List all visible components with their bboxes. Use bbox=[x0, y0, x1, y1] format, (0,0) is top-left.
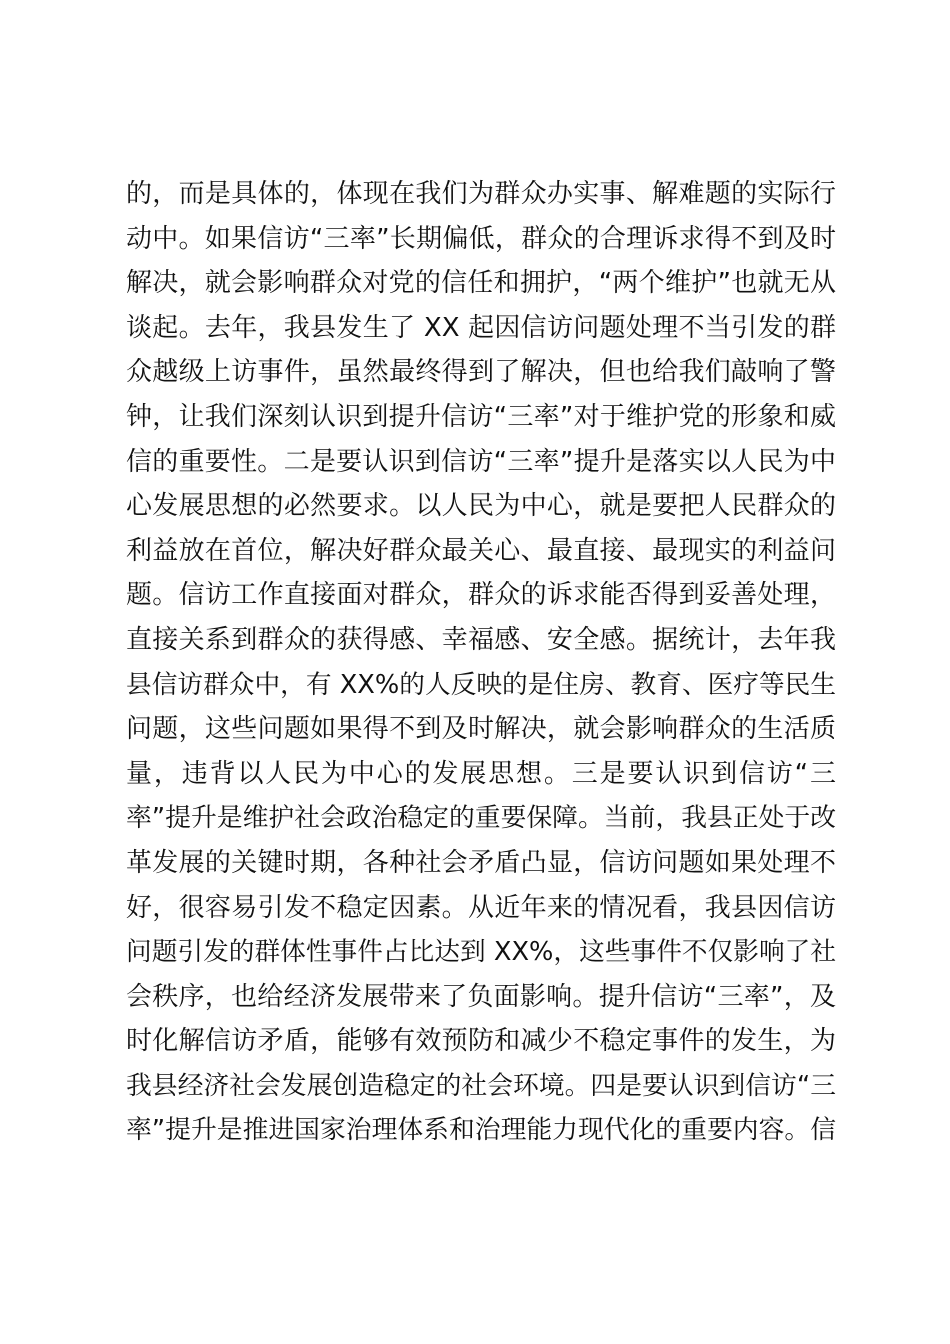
text-line-7: 信的重要性。二是要认识到信访“三率”提升是落实以人民为中 bbox=[126, 446, 836, 477]
text-line-14: 量，违背以人民为中心的发展思想。三是要认识到信访“三 bbox=[126, 758, 836, 789]
text-line-17: 好，很容易引发不稳定因素。从近年来的情况看，我县因信访 bbox=[126, 892, 836, 923]
text-line-2: 动中。如果信访“三率”长期偏低，群众的合理诉求得不到及时 bbox=[126, 223, 836, 254]
body-paragraph bbox=[126, 172, 836, 1153]
text-line-10: 题。信访工作直接面对群众，群众的诉求能否得到妥善处理， bbox=[126, 580, 836, 611]
text-line-5: 众越级上访事件，虽然最终得到了解决，但也给我们敲响了警 bbox=[126, 357, 836, 388]
text-line-8: 心发展思想的必然要求。以人民为中心，就是要把人民群众的 bbox=[126, 491, 836, 522]
text-line-13: 问题，这些问题如果得不到及时解决，就会影响群众的生活质 bbox=[126, 714, 836, 745]
text-line-19: 会秩序，也给经济发展带来了负面影响。提升信访“三率”，及 bbox=[126, 981, 836, 1012]
text-line-12: 县信访群众中，有 XX%的人反映的是住房、教育、医疗等民生 bbox=[126, 669, 836, 700]
text-line-6: 钟，让我们深刻认识到提升信访“三率”对于维护党的形象和威 bbox=[126, 401, 836, 432]
text-line-11: 直接关系到群众的获得感、幸福感、安全感。据统计，去年我 bbox=[126, 624, 836, 655]
text-line-20: 时化解信访矛盾，能够有效预防和减少不稳定事件的发生，为 bbox=[126, 1026, 836, 1057]
text-line-1: 的，而是具体的，体现在我们为群众办实事、解难题的实际行 bbox=[126, 179, 836, 209]
text-line-18: 问题引发的群体性事件占比达到 XX%，这些事件不仅影响了社 bbox=[126, 937, 836, 968]
text-line-3: 解决，就会影响群众对党的信任和拥护，“两个维护”也就无从 bbox=[126, 268, 836, 299]
text-line-22: 率”提升是推进国家治理体系和治理能力现代化的重要内容。信 bbox=[126, 1115, 836, 1146]
text-line-21: 我县经济社会发展创造稳定的社会环境。四是要认识到信访“三 bbox=[126, 1070, 836, 1101]
text-line-4: 谈起。去年，我县发生了 XX 起因信访问题处理不当引发的群 bbox=[126, 312, 836, 343]
text-line-15: 率”提升是维护社会政治稳定的重要保障。当前，我县正处于改 bbox=[126, 803, 836, 834]
text-line-16: 革发展的关键时期，各种社会矛盾凸显，信访问题如果处理不 bbox=[126, 847, 836, 878]
text-line-9: 利益放在首位，解决好群众最关心、最直接、最现实的利益问 bbox=[126, 535, 836, 566]
